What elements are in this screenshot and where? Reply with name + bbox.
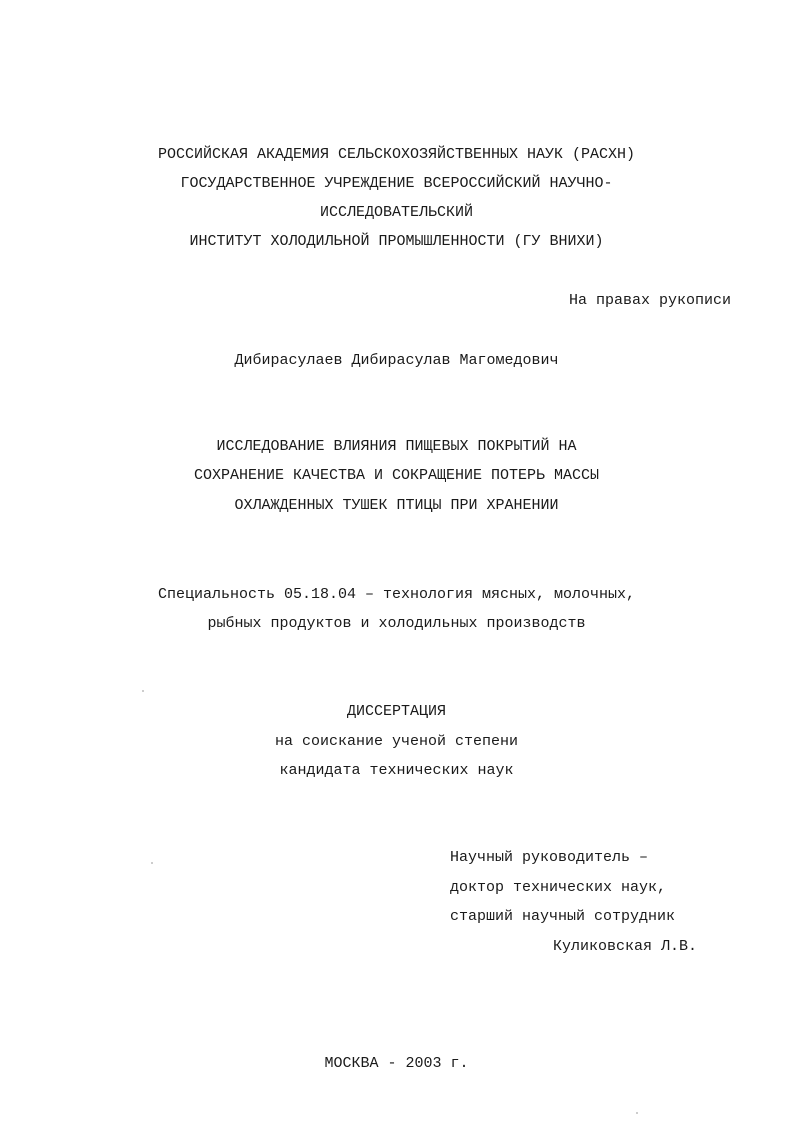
institution-line-3: ИССЛЕДОВАТЕЛЬСКИЙ — [319, 204, 474, 221]
manuscript-note: На правах рукописи — [568, 292, 731, 309]
advisor-line-1: Научный руководитель – — [450, 849, 649, 866]
institution-line-2: ГОСУДАРСТВЕННОЕ УЧРЕЖДЕНИЕ ВСЕРОССИЙСКИЙ НАУЧНО- — [180, 175, 613, 192]
advisor-line-3: старший научный сотрудник — [450, 908, 676, 925]
specialty-line-2: рыбных продуктов и холодильных производств — [207, 615, 586, 632]
advisor-name: Куликовская Л.В. — [553, 938, 698, 955]
institution-line-4: ИНСТИТУТ ХОЛОДИЛЬНОЙ ПРОМЫШЛЕННОСТИ (ГУ ВНИХИ) — [189, 233, 604, 250]
dissertation-line-3: кандидата технических наук — [279, 762, 514, 779]
scan-speck — [142, 690, 144, 692]
dissertation-heading: ДИССЕРТАЦИЯ — [346, 703, 447, 720]
author-name: Дибирасулаев Дибирасулав Магомедович — [234, 352, 559, 369]
title-line-1: ИССЛЕДОВАНИЕ ВЛИЯНИЯ ПИЩЕВЫХ ПОКРЫТИЙ НА — [216, 438, 577, 455]
scan-speck — [636, 1112, 638, 1114]
title-line-2: СОХРАНЕНИЕ КАЧЕСТВА И СОКРАЩЕНИЕ ПОТЕРЬ МАССЫ — [193, 467, 600, 484]
title-line-3: ОХЛАЖДЕННЫХ ТУШЕК ПТИЦЫ ПРИ ХРАНЕНИИ — [234, 497, 559, 514]
specialty-line-1: Специальность 05.18.04 – технология мясных, молочных, — [157, 586, 636, 603]
footer-city-year: МОСКВА - 2003 г. — [324, 1055, 469, 1072]
scan-speck — [151, 862, 153, 864]
advisor-line-2: доктор технических наук, — [450, 879, 667, 896]
dissertation-line-2: на соискание ученой степени — [274, 733, 519, 750]
institution-line-1: РОССИЙСКАЯ АКАДЕМИЯ СЕЛЬСКОХОЗЯЙСТВЕННЫХ НАУК (РАСХН) — [157, 146, 636, 163]
